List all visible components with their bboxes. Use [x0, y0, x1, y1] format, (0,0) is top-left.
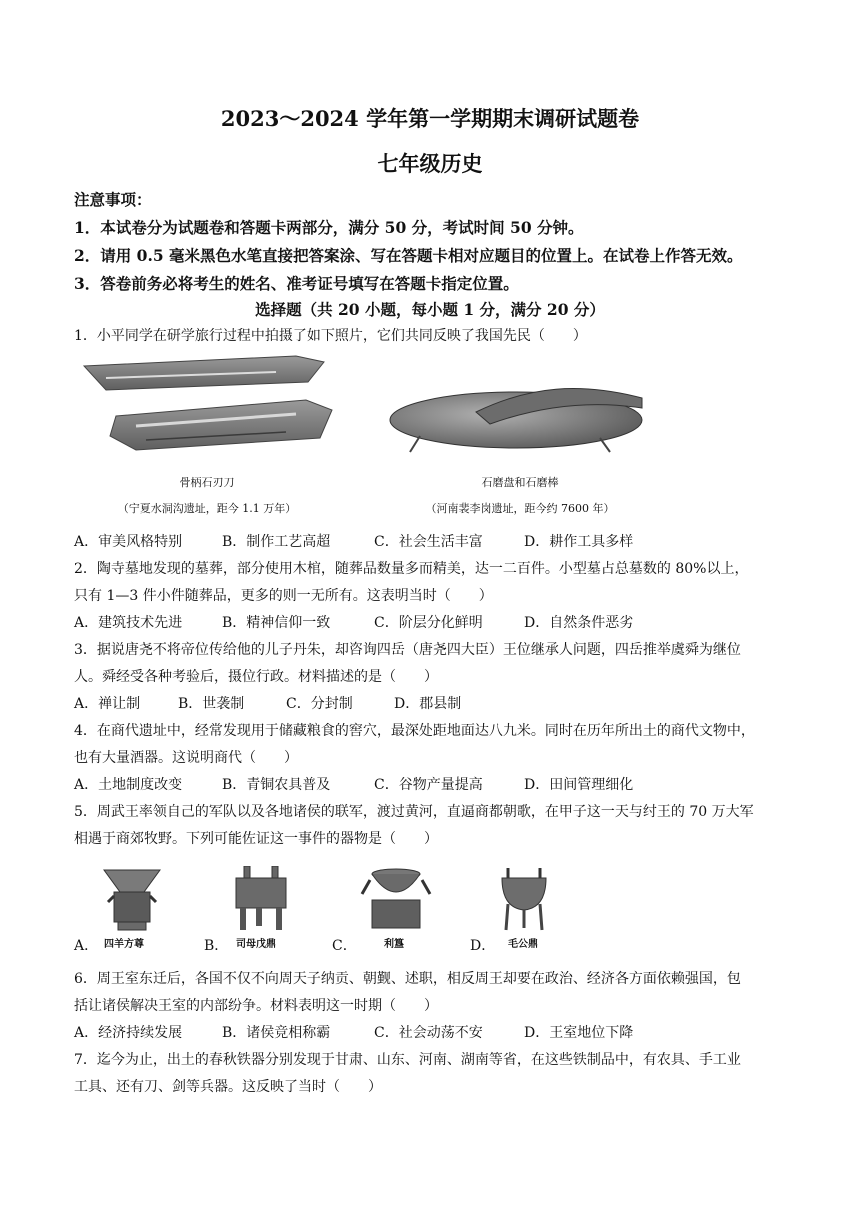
q4-option-a: A．土地制度改变 [74, 777, 183, 793]
vessel-b-caption: 司母戊鼎 [236, 939, 276, 950]
photo2-note: （河南裴李岗遗址，距今约 7600 年） [425, 502, 615, 515]
q1-option-a: A．审美风格特别 [74, 534, 183, 550]
q6-line1: 6．周王室东迁后，各国不仅不向周天子纳贡、朝觐、述职，相反周王却要在政治、经济各方面依赖强国，包 [74, 971, 741, 987]
photo1-note: （宁夏水洞沟遗址，距今 1.1 万年） [117, 502, 297, 515]
q1-option-b: B．制作工艺高超 [222, 534, 331, 550]
vessel-b-letter: B． [204, 938, 229, 954]
notes-heading: 注意事项： [74, 190, 152, 209]
note-item-3: 3．答卷前务必将考生的姓名、准考证号填写在答题卡指定位置。 [74, 274, 519, 293]
q2-option-a: A．建筑技术先进 [74, 615, 183, 631]
q6-line2: 括让诸侯解决王室的内部纷争。材料表明这一时期（ ） [74, 998, 438, 1014]
four-ram-square-zun-image [100, 866, 164, 932]
vessel-a-caption: 四羊方尊 [104, 939, 144, 950]
simuwu-ding-image [232, 866, 290, 932]
vessel-a-letter: A． [74, 938, 99, 954]
q4-option-b: B．青铜农具普及 [222, 777, 331, 793]
q4-option-c: C．谷物产量提高 [374, 777, 483, 793]
q5-line1: 5．周武王率领自己的军队以及各地诸侯的联军，渡过黄河，直逼商都朝歌，在甲子这一天与纣王的 70 万大军 [74, 804, 754, 820]
li-gui-image [360, 866, 432, 932]
exam-subtitle: 七年级历史 [377, 151, 483, 176]
vessel-c-letter: C． [332, 938, 357, 954]
q7-line1: 7．迄今为止，出土的春秋铁器分别发现于甘肃、山东、河南、湖南等省，在这些铁制品中，有农具、手工业 [74, 1052, 741, 1068]
maogong-ding-image [498, 868, 550, 932]
vessel-c-caption: 利簋 [384, 939, 404, 950]
q6-options [74, 1022, 633, 1042]
q6-option-a: A．经济持续发展 [74, 1025, 183, 1041]
q3-option-b: B．世袭制 [178, 696, 245, 712]
section-heading: 选择题（共 20 小题，每小题 1 分，满分 20 分） [255, 300, 605, 319]
q2-option-b: B．精神信仰一致 [222, 615, 331, 631]
q3-option-a: A．禅让制 [74, 696, 141, 712]
q1-stem: 1．小平同学在研学旅行过程中拍摄了如下照片，它们共同反映了我国先民（ ） [74, 328, 587, 344]
q4-line2: 也有大量酒器。这说明商代（ ） [74, 750, 298, 766]
q6-option-d: D．王室地位下降 [524, 1025, 634, 1041]
vessel-d-caption: 毛公鼎 [508, 939, 538, 950]
photo1-caption: 骨柄石刃刀 [179, 476, 235, 489]
q4-option-d: D．田间管理细化 [524, 777, 634, 793]
q7-line2: 工具、还有刀、剑等兵器。这反映了当时（ ） [74, 1079, 382, 1095]
q3-line1: 3．据说唐尧不将帝位传给他的儿子丹朱，却咨询四岳（唐尧四大臣）王位继承人问题，四岳推举虞舜为继位 [74, 642, 741, 658]
q2-line2: 只有 1—3 件小件随葬品，更多的则一无所有。这表明当时（ ） [74, 588, 493, 604]
q6-option-b: B．诸侯竞相称霸 [222, 1025, 331, 1041]
vessel-d-letter: D． [470, 938, 496, 954]
q3-options [74, 693, 461, 713]
q4-options [74, 774, 633, 794]
grinding-stone-photo [380, 378, 660, 458]
q3-option-d: D．郡县制 [394, 696, 462, 712]
photo2-caption: 石磨盘和石磨棒 [481, 476, 559, 489]
q3-line2: 人。舜经受各种考验后，摄位行政。材料描述的是（ ） [74, 669, 438, 685]
q2-option-d: D．自然条件恶劣 [524, 615, 634, 631]
note-item-2: 2．请用 0.5 毫米黑色水笔直接把答案涂、写在答题卡相对应题目的位置上。在试卷上作答无效。 [74, 246, 743, 265]
q1-options [74, 531, 633, 551]
q1-option-d: D．耕作工具多样 [524, 534, 634, 550]
q2-line1: 2．陶寺墓地发现的墓葬，部分使用木棺，随葬品数量多而精美，达一二百件。小型墓占总墓数的 80%以上， [74, 561, 749, 577]
q5-line2: 相遇于商郊牧野。下列可能佐证这一事件的器物是（ ） [74, 831, 438, 847]
q4-line1: 4．在商代遗址中，经常发现用于储藏粮食的窖穴，最深处距地面达八九米。同时在历年所出土的商代文物中， [74, 723, 755, 739]
q2-option-c: C．阶层分化鲜明 [374, 615, 483, 631]
note-item-1: 1．本试卷分为试题卷和答题卡两部分，满分 50 分，考试时间 50 分钟。 [74, 218, 584, 237]
q2-options [74, 612, 633, 632]
q3-option-c: C．分封制 [286, 696, 353, 712]
exam-title: 2023～2024 学年第一学期期末调研试题卷 [220, 106, 640, 131]
q6-option-c: C．社会动荡不安 [374, 1025, 483, 1041]
bone-handle-knife-photo [76, 352, 338, 462]
q1-option-c: C．社会生活丰富 [374, 534, 483, 550]
